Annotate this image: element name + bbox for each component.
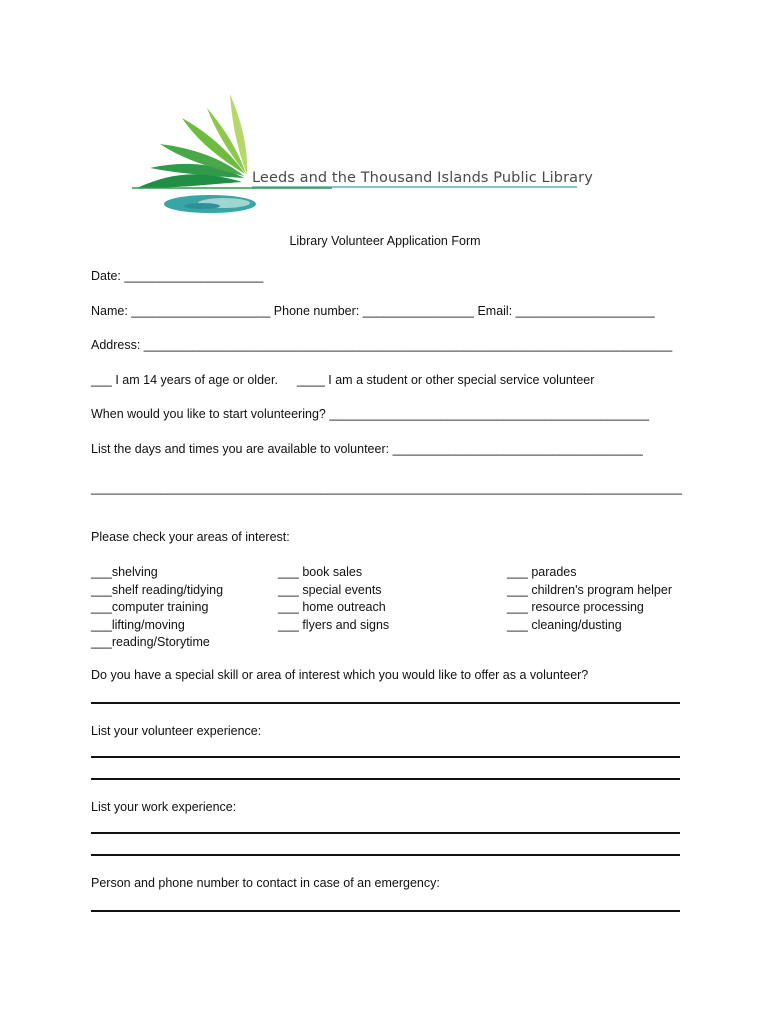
interest-computer-training[interactable]: ___computer training — [91, 600, 209, 614]
interest-lifting-moving[interactable]: ___lifting/moving — [91, 617, 185, 632]
interest-book-sales[interactable]: ___ book sales — [278, 565, 363, 579]
interest-parades[interactable]: ___ parades — [507, 565, 577, 579]
interests-column-2 — [278, 564, 389, 634]
contact-fields[interactable]: Name: ____________________ Phone number: ________________ Email: ____________________ — [91, 304, 655, 318]
work-experience-line-2[interactable] — [91, 854, 680, 856]
skill-question: Do you have a special skill or area of interest which you would like to offer as a volunteer? — [91, 668, 589, 682]
work-experience-label: List your work experience: — [91, 800, 237, 814]
interest-special-events[interactable]: ___ special events — [278, 582, 382, 597]
library-logo-icon — [132, 92, 582, 217]
interests-column-1 — [91, 564, 223, 652]
volunteer-experience-label: List your volunteer experience: — [91, 724, 262, 738]
interests-column-3 — [507, 564, 672, 634]
interest-reading-storytime[interactable]: ___reading/Storytime — [91, 635, 210, 649]
age-checkbox[interactable]: ___ I am 14 years of age or older. — [91, 373, 278, 387]
library-name: Leeds and the Thousand Islands Public Library — [252, 170, 593, 186]
volunteer-experience-line-2[interactable] — [91, 778, 680, 780]
start-date-field[interactable]: When would you like to start volunteering? ______________________________________________ — [91, 407, 650, 421]
work-experience-line-1[interactable] — [91, 832, 680, 834]
interest-shelf-reading[interactable]: ___shelf reading/tidying — [91, 582, 224, 597]
interest-flyers-signs[interactable]: ___ flyers and signs — [278, 617, 390, 632]
interests-heading: Please check your areas of interest: — [91, 530, 290, 544]
interest-home-outreach[interactable]: ___ home outreach — [278, 600, 386, 614]
student-checkbox[interactable]: ____ I am a student or other special service volunteer — [297, 373, 595, 387]
availability-blank-line[interactable]: _____________________________________________________________________________________ — [91, 481, 682, 495]
volunteer-experience-line-1[interactable] — [91, 756, 680, 758]
form-title: Library Volunteer Application Form — [289, 234, 481, 248]
skill-answer-line[interactable] — [91, 702, 680, 704]
emergency-contact-line[interactable] — [91, 910, 680, 912]
address-field[interactable]: Address: ____________________________________________________________________________ — [91, 338, 673, 352]
availability-field[interactable]: List the days and times you are available to volunteer: ____________________________________ — [91, 442, 643, 456]
interest-shelving[interactable]: ___shelving — [91, 565, 158, 579]
date-field[interactable]: Date: ____________________ — [91, 269, 264, 283]
interest-cleaning-dusting[interactable]: ___ cleaning/dusting — [507, 617, 622, 632]
interest-resource-processing[interactable]: ___ resource processing — [507, 600, 644, 614]
emergency-contact-label: Person and phone number to contact in case of an emergency: — [91, 876, 440, 890]
interest-childrens-program[interactable]: ___ children's program helper — [507, 582, 672, 597]
